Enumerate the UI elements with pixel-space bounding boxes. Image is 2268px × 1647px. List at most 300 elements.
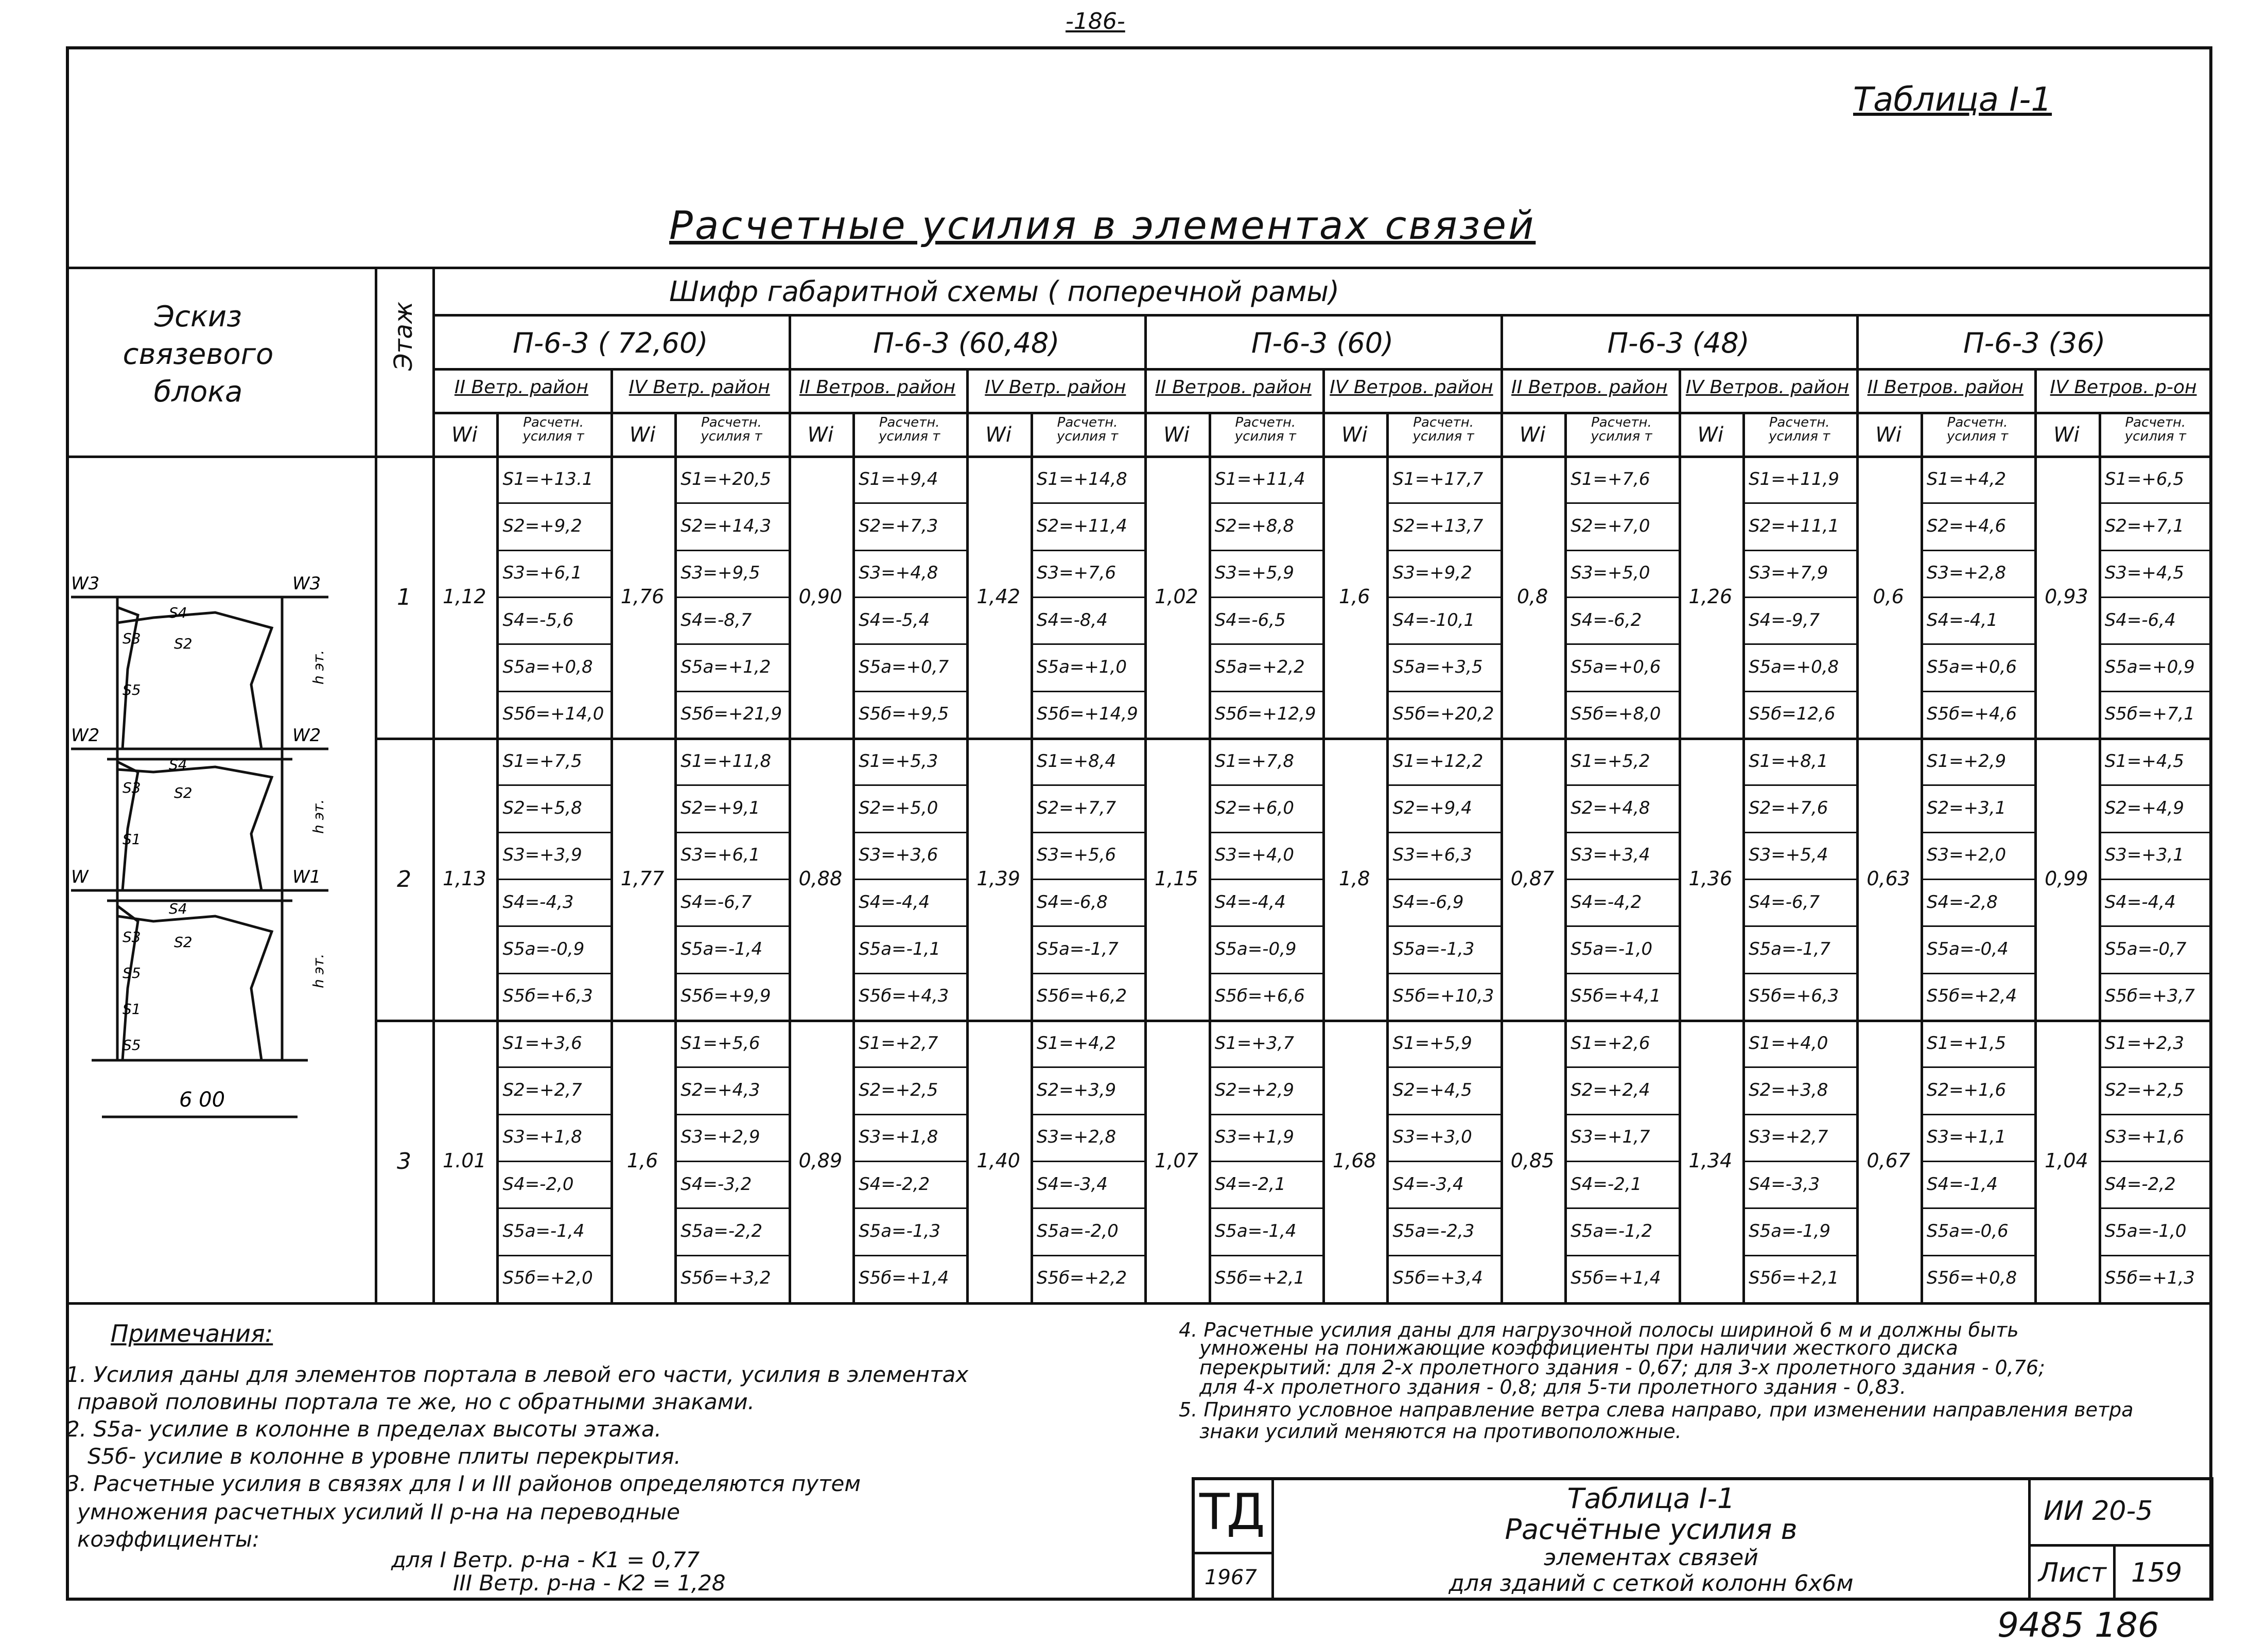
force-value: S5a=-1,7 <box>1749 939 1830 959</box>
force-value: S3=+6,1 <box>681 845 760 866</box>
force-value: S1=+5,2 <box>1571 750 1650 772</box>
sketch-label-s2-2: S2 <box>174 784 193 801</box>
force-value: S5б=+9,5 <box>859 704 949 725</box>
force-value: S1=+4,2 <box>1036 1032 1116 1054</box>
grid-h-cell <box>674 1207 788 1209</box>
force-value: S4=-3,4 <box>1392 1173 1464 1195</box>
note-left-line: 3. Расчетные усилия в связях для I и III районов определяются путем <box>66 1471 861 1496</box>
district-label: IV Ветр. район <box>985 377 1126 398</box>
force-value: S4=-4,4 <box>2104 891 2176 913</box>
force-value: S5б=+12,9 <box>1214 704 1316 725</box>
force-header: Расчетн. усилия т <box>1769 415 1830 445</box>
grid-h-cell <box>1564 597 1678 598</box>
sketch-label-w2-right: W2 <box>292 725 321 746</box>
bottom-numbers: 9485 186 <box>1997 1605 2159 1645</box>
force-value: S3=+1,6 <box>2104 1127 2184 1148</box>
wi-value: 0,85 <box>1510 1149 1555 1172</box>
wi-value: 0,90 <box>798 585 843 608</box>
force-value: S5a=-0,9 <box>502 939 585 959</box>
stamp-sheet-label: Лист <box>2038 1557 2106 1588</box>
force-header: Расчетн. усилия т <box>1412 415 1474 445</box>
grid-h-cell <box>1564 1114 1678 1115</box>
force-value: S4=-8,4 <box>1036 609 1108 630</box>
grid-h-cell <box>852 643 966 645</box>
grid-h-cell <box>1386 1066 1500 1068</box>
force-value: S2=+7,7 <box>1036 798 1116 818</box>
stamp-title-1: Таблица I-1 <box>1567 1482 1735 1515</box>
scheme-label: П-6-3 (60) <box>1251 327 1394 359</box>
wi-header: Wi <box>1341 423 1368 447</box>
force-value: S5б=+2,4 <box>1926 986 2017 1007</box>
force-value: S5a=+2,2 <box>1214 657 1305 677</box>
force-value: S2=+4,5 <box>1392 1080 1472 1100</box>
grid-h-cell <box>2099 1255 2212 1256</box>
grid-h-cell <box>1386 597 1500 598</box>
grid-h-cell <box>852 597 966 598</box>
grid-h-cell <box>496 691 610 692</box>
grid-v-sub <box>496 412 499 1302</box>
wi-header: Wi <box>2053 423 2080 447</box>
wi-value: 1,76 <box>620 585 665 608</box>
force-value: S4=-4,1 <box>1926 609 1998 630</box>
grid-h-cell <box>1564 784 1678 786</box>
grid-h-cell <box>1209 550 1322 551</box>
force-value: S2=+2,4 <box>1571 1080 1650 1100</box>
grid-h-cell <box>674 691 788 692</box>
sketch-width-label: 6 00 <box>179 1088 225 1112</box>
grid-h-cell <box>1921 643 2034 645</box>
grid-h-cell <box>852 832 966 833</box>
force-value: S3=+3,4 <box>1571 845 1650 866</box>
grid-h-cell <box>1386 925 1500 927</box>
force-value: S4=-3,4 <box>1036 1173 1108 1195</box>
grid-h-cell <box>674 784 788 786</box>
grid-h-cell <box>1742 925 1856 927</box>
table-title: Расчетные усилия в элементах связей <box>669 202 1536 248</box>
grid-h-cell <box>2099 1161 2212 1162</box>
wi-value: 1,04 <box>2045 1149 2088 1172</box>
grid-h-floor <box>375 738 2212 740</box>
stamp-logo: ТД <box>1199 1483 1262 1541</box>
force-value: S3=+5,0 <box>1571 563 1650 584</box>
force-value: S3=+2,8 <box>1926 563 2007 584</box>
force-value: S1=+6,5 <box>2104 468 2184 489</box>
force-value: S4=-10,1 <box>1392 609 1475 630</box>
force-value: S3=+6,3 <box>1392 845 1472 866</box>
force-value: S3=+5,6 <box>1036 845 1116 866</box>
force-value: S4=-6,5 <box>1214 609 1286 630</box>
sketch-label-s2-3: S2 <box>174 934 193 951</box>
force-value: S2=+4,3 <box>681 1080 760 1100</box>
grid-h-cell <box>1386 643 1500 645</box>
force-value: S3=+2,8 <box>1036 1127 1116 1148</box>
grid-v-sketch <box>375 267 377 1302</box>
grid-h-cell <box>496 1207 610 1209</box>
grid-h-table-bottom <box>66 1302 2212 1305</box>
force-value: S5б=+10,3 <box>1392 986 1494 1007</box>
grid-h-cell <box>674 925 788 927</box>
grid-h-cell <box>674 1255 788 1256</box>
grid-h-cell <box>1564 1066 1678 1068</box>
grid-h-cell <box>2099 550 2212 551</box>
grid-h-cell <box>1386 691 1500 692</box>
wi-header: Wi <box>1519 423 1546 447</box>
wi-value: 1,13 <box>442 867 486 890</box>
force-value: S2=+4,6 <box>1926 516 2007 536</box>
force-value: S5б=+2,2 <box>1036 1268 1127 1289</box>
force-header: Расчетн. усилия т <box>1946 415 2009 445</box>
scheme-label: П-6-3 (60,48) <box>873 327 1060 359</box>
force-value: S3=+3,1 <box>2104 845 2184 866</box>
force-value: S3=+1,8 <box>859 1127 938 1148</box>
grid-h-cell <box>1386 973 1500 974</box>
force-value: S5б=+1,4 <box>859 1268 949 1289</box>
force-value: S1=+4,2 <box>1926 468 2007 489</box>
force-value: S1=+11,8 <box>681 750 772 772</box>
force-value: S5a=+3,5 <box>1392 657 1483 677</box>
grid-h-cell <box>496 550 610 551</box>
force-value: S4=-3,2 <box>681 1173 752 1195</box>
grid-h-cell <box>1031 1066 1144 1068</box>
force-value: S5б=+6,6 <box>1214 986 1305 1007</box>
force-value: S2=+14,3 <box>681 516 772 536</box>
force-value: S5б=+4,1 <box>1571 986 1661 1007</box>
sketch-label-w3-left: W3 <box>71 573 100 594</box>
note-left-line: 2. S5a- усилие в колонне в пределах высоты этажа. <box>66 1416 662 1442</box>
grid-h-cell <box>1742 550 1856 551</box>
force-value: S5a=-1,1 <box>859 939 940 959</box>
force-value: S1=+2,3 <box>2104 1032 2184 1054</box>
grid-h-cell <box>1742 502 1856 504</box>
grid-v-sub <box>1209 412 1211 1302</box>
wi-header: Wi <box>451 423 478 447</box>
grid-h-cell <box>1921 1161 2034 1162</box>
force-value: S5a=-1,4 <box>1214 1221 1297 1241</box>
grid-h-cell <box>1564 691 1678 692</box>
wi-header: Wi <box>985 423 1011 447</box>
force-value: S5a=-1,7 <box>1036 939 1119 959</box>
district-label: II Ветр. район <box>454 377 588 398</box>
grid-h-cell <box>1921 973 2034 974</box>
force-value: S3=+7,9 <box>1749 563 1828 584</box>
grid-h-cell <box>1564 973 1678 974</box>
sketch-label-w1-right: W1 <box>292 867 321 887</box>
force-value: S1=+2,7 <box>859 1032 938 1054</box>
force-value: S5б=+8,0 <box>1571 704 1661 725</box>
stamp-v2 <box>2028 1477 2031 1601</box>
force-value: S5a=-0,7 <box>2104 939 2187 959</box>
force-value: S3=+7,6 <box>1036 563 1116 584</box>
grid-h-cell <box>1921 832 2034 833</box>
force-value: S2=+7,3 <box>859 516 938 536</box>
force-value: S2=+11,1 <box>1749 516 1839 536</box>
note-left-line: умножения расчетных усилий II р-на на переводные <box>77 1499 680 1525</box>
grid-h-cell <box>674 1114 788 1115</box>
note-right-line: знаки усилий меняются на противоположные. <box>1199 1420 1682 1443</box>
grid-v-sub <box>2099 412 2101 1302</box>
grid-h-cell <box>674 597 788 598</box>
grid-h-cell <box>1386 879 1500 880</box>
force-value: S3=+3,6 <box>859 845 938 866</box>
force-value: S1=+4,0 <box>1749 1032 1828 1054</box>
force-value: S5б=+7,1 <box>2104 704 2195 725</box>
force-value: S4=-6,7 <box>681 891 752 913</box>
note-right-line: перекрытий: для 2-х пролетного здания - 0,67; для 3-х пролетного здания - 0,76; <box>1199 1356 2045 1379</box>
wi-value: 0,89 <box>798 1149 843 1172</box>
sketch-label-s5-3b: S5 <box>123 1037 141 1054</box>
force-value: S5б=+6,2 <box>1036 986 1127 1007</box>
wi-value: 1,42 <box>976 585 1020 608</box>
force-value: S5a=-0,9 <box>1214 939 1297 959</box>
force-value: S5б=+9,9 <box>681 986 771 1007</box>
force-value: S5б=+21,9 <box>681 704 782 725</box>
grid-h-cell <box>496 784 610 786</box>
grid-h-cell <box>1921 784 2034 786</box>
grid-h-cell <box>1031 973 1144 974</box>
force-value: S3=+4,5 <box>2104 563 2184 584</box>
grid-h-cell <box>1564 502 1678 504</box>
force-value: S3=+1,8 <box>502 1127 582 1148</box>
sketch-brace-1b <box>117 607 138 749</box>
sketch-label-s3-1: S3 <box>123 630 141 647</box>
force-value: S5б=+1,4 <box>1571 1268 1661 1289</box>
district-label: II Ветров. район <box>799 377 956 398</box>
wi-value: 0,87 <box>1510 867 1555 890</box>
force-value: S2=+7,0 <box>1571 516 1650 536</box>
force-value: S1=+3,7 <box>1214 1032 1294 1054</box>
grid-h-cell <box>674 832 788 833</box>
note-left-line: правой половины портала те же, но с обратными знаками. <box>77 1389 755 1414</box>
grid-h-cell <box>1742 643 1856 645</box>
wi-value: 1,02 <box>1155 585 1198 608</box>
force-value: S5б=+2,1 <box>1214 1268 1305 1289</box>
grid-v-sub <box>1742 412 1745 1302</box>
grid-h-cell <box>852 973 966 974</box>
force-value: S1=+20,5 <box>681 468 772 489</box>
district-label: II Ветров. район <box>1867 377 2023 398</box>
grid-h-cell <box>1209 643 1322 645</box>
force-value: S4=-4,3 <box>502 891 574 913</box>
grid-h-cell <box>2099 1114 2212 1115</box>
force-value: S3=+4,0 <box>1214 845 1294 866</box>
force-value: S5a=+0,8 <box>1749 657 1839 677</box>
grid-h-cell <box>1209 1207 1322 1209</box>
grid-h-cell <box>1921 1255 2034 1256</box>
force-value: S5б=+6,3 <box>502 986 593 1007</box>
grid-h-cell <box>674 502 788 504</box>
floor-number: 3 <box>397 1148 411 1175</box>
floor-number: 1 <box>397 584 411 610</box>
district-label: IV Ветров. район <box>1685 377 1850 398</box>
sketch-label-w-left: W <box>71 867 89 887</box>
force-value: S2=+11,4 <box>1036 516 1127 536</box>
sketch-label-h1: h эт. <box>310 650 327 685</box>
table-tag: Таблица I-1 <box>1853 81 2052 119</box>
force-value: S3=+2,0 <box>1926 845 2007 866</box>
force-value: S5б=+1,3 <box>2104 1268 2195 1289</box>
wi-value: 0,67 <box>1866 1149 1910 1172</box>
grid-h-cell <box>496 925 610 927</box>
stamp-code: ИИ 20-5 <box>2044 1496 2153 1527</box>
grid-h-cell <box>1031 597 1144 598</box>
grid-h-cell <box>1031 691 1144 692</box>
grid-h-cell <box>1742 1114 1856 1115</box>
force-value: S3=+5,4 <box>1749 845 1828 866</box>
sketch-label-h2: h эт. <box>310 799 327 834</box>
force-value: S4=-6,7 <box>1749 891 1820 913</box>
grid-h-cell <box>852 1161 966 1162</box>
force-value: S3=+6,1 <box>502 563 582 584</box>
force-value: S1=+11,4 <box>1214 468 1305 489</box>
sketch-label-s1-2: S1 <box>123 831 141 848</box>
force-value: S5б=+14,0 <box>502 704 604 725</box>
force-header: Расчетн. усилия т <box>2124 415 2186 445</box>
wi-header: Wi <box>807 423 834 447</box>
force-header: Расчетн. усилия т <box>1591 415 1652 445</box>
grid-h-cell <box>496 973 610 974</box>
grid-h-cell <box>1742 1207 1856 1209</box>
grid-h-cell <box>2099 691 2212 692</box>
force-value: S2=+2,9 <box>1214 1080 1294 1100</box>
sketch-label-s4-2: S4 <box>169 756 187 773</box>
sketch-label-s1-3: S1 <box>123 1001 141 1018</box>
force-value: S2=+2,5 <box>2104 1080 2184 1100</box>
force-value: S4=-3,3 <box>1749 1173 1820 1195</box>
grid-h-cell <box>852 550 966 551</box>
force-value: S5a=+0,6 <box>1571 657 1661 677</box>
force-value: S2=+9,4 <box>1392 798 1472 818</box>
force-value: S2=+9,2 <box>502 516 582 536</box>
district-label: IV Ветр. район <box>629 377 770 398</box>
sketch-label-s4-3: S4 <box>169 900 187 917</box>
grid-h-cell <box>1564 1161 1678 1162</box>
note-left-line: III Ветр. р-на - K2 = 1,28 <box>453 1570 726 1596</box>
force-value: S3=+9,5 <box>681 563 760 584</box>
force-value: S2=+6,0 <box>1214 798 1294 818</box>
force-value: S5a=-1,9 <box>1749 1221 1830 1241</box>
page-number: -186- <box>1066 8 1125 34</box>
force-value: S4=-2,0 <box>502 1173 574 1195</box>
grid-h-cell <box>674 879 788 880</box>
grid-h-cell <box>2099 1207 2212 1209</box>
grid-h-cell <box>496 502 610 504</box>
sketch-label-s2-1: S2 <box>174 635 193 652</box>
stamp-title-4: для зданий с сеткой колонн 6х6м <box>1449 1570 1854 1597</box>
wi-header: Wi <box>1875 423 1901 447</box>
force-value: S2=+1,6 <box>1926 1080 2007 1100</box>
grid-h-cell <box>852 691 966 692</box>
grid-h-cell <box>1921 925 2034 927</box>
grid-h-cell <box>1031 1161 1144 1162</box>
scheme-label: П-6-3 ( 72,60) <box>513 327 708 359</box>
grid-h-cell <box>1209 879 1322 880</box>
force-value: S5б=+3,7 <box>2104 986 2195 1007</box>
stamp-h2 <box>1192 1552 1271 1554</box>
grid-h-cell <box>1031 879 1144 880</box>
force-value: S3=+5,9 <box>1214 563 1294 584</box>
force-value: S1=+14,8 <box>1036 468 1127 489</box>
force-value: S5б=+3,4 <box>1392 1268 1483 1289</box>
force-value: S5a=-2,0 <box>1036 1221 1119 1241</box>
grid-h-cell <box>1386 1114 1500 1115</box>
notes-heading: Примечания: <box>111 1320 273 1347</box>
force-value: S4=-2,2 <box>2104 1173 2176 1195</box>
force-value: S4=-6,2 <box>1571 609 1642 630</box>
grid-h-cell <box>1209 1066 1322 1068</box>
grid-h-cell <box>2099 1066 2212 1068</box>
force-value: S3=+4,8 <box>859 563 938 584</box>
grid-h-cell <box>852 1207 966 1209</box>
force-value: S5a=-1,4 <box>502 1221 585 1241</box>
grid-h-cell <box>1564 832 1678 833</box>
force-value: S5a=-1,4 <box>681 939 763 959</box>
grid-h-cell <box>1921 879 2034 880</box>
force-value: S1=+8,1 <box>1749 750 1828 772</box>
grid-h-cell <box>1921 691 2034 692</box>
grid-h-cell <box>1386 1207 1500 1209</box>
force-value: S5a=+1,0 <box>1036 657 1127 677</box>
force-value: S2=+7,1 <box>2104 516 2184 536</box>
grid-h-cell <box>852 502 966 504</box>
wi-header: Wi <box>629 423 656 447</box>
force-value: S2=+7,6 <box>1749 798 1828 818</box>
grid-h-cell <box>674 1066 788 1068</box>
grid-h-cell <box>496 1066 610 1068</box>
grid-h-cell <box>674 1161 788 1162</box>
force-value: S2=+3,9 <box>1036 1080 1116 1100</box>
grid-h-cell <box>496 1114 610 1115</box>
grid-h-cell <box>1031 643 1144 645</box>
grid-h-cell <box>1742 691 1856 692</box>
grid-h-cell <box>1209 1114 1322 1115</box>
grid-h-cell <box>852 1066 966 1068</box>
force-value: S5б=+20,2 <box>1392 704 1494 725</box>
grid-h-cell <box>674 550 788 551</box>
grid-h-cell <box>674 643 788 645</box>
district-label: II Ветров. район <box>1155 377 1312 398</box>
grid-h-floor <box>375 1020 2212 1022</box>
scheme-label: П-6-3 (36) <box>1963 327 2106 359</box>
sketch-label-s5-3: S5 <box>123 965 141 982</box>
grid-h-cell <box>2099 973 2212 974</box>
grid-h-cell <box>2099 832 2212 833</box>
grid-h-cell <box>1921 1207 2034 1209</box>
sketch-header: Эскиз связевого блока <box>123 300 274 409</box>
force-value: S1=+5,9 <box>1392 1032 1472 1054</box>
force-value: S2=+3,8 <box>1749 1080 1828 1100</box>
grid-h-cell <box>1386 784 1500 786</box>
force-value: S4=-9,7 <box>1749 609 1820 630</box>
force-value: S1=+7,5 <box>502 750 582 772</box>
grid-h-cell <box>852 784 966 786</box>
grid-h-cell <box>852 879 966 880</box>
grid-h-cell <box>1742 1255 1856 1256</box>
force-value: S2=+4,8 <box>1571 798 1650 818</box>
district-label: II Ветров. район <box>1511 377 1668 398</box>
force-value: S5a=+0,6 <box>1926 657 2017 677</box>
stamp-h1 <box>2028 1544 2213 1547</box>
note-left-line: коэффициенты: <box>77 1527 260 1552</box>
wi-value: 1,34 <box>1688 1149 1733 1172</box>
force-value: S5a=-1,3 <box>859 1221 940 1241</box>
grid-h-cell <box>496 597 610 598</box>
force-header: Расчетн. усилия т <box>1056 415 1119 445</box>
force-value: S3=+1,1 <box>1926 1127 2007 1148</box>
grid-h-cell <box>1564 550 1678 551</box>
stamp-sheet-number: 159 <box>2131 1557 2183 1588</box>
bracing-block-sketch <box>66 566 375 1158</box>
wi-value: 1,8 <box>1339 867 1370 890</box>
